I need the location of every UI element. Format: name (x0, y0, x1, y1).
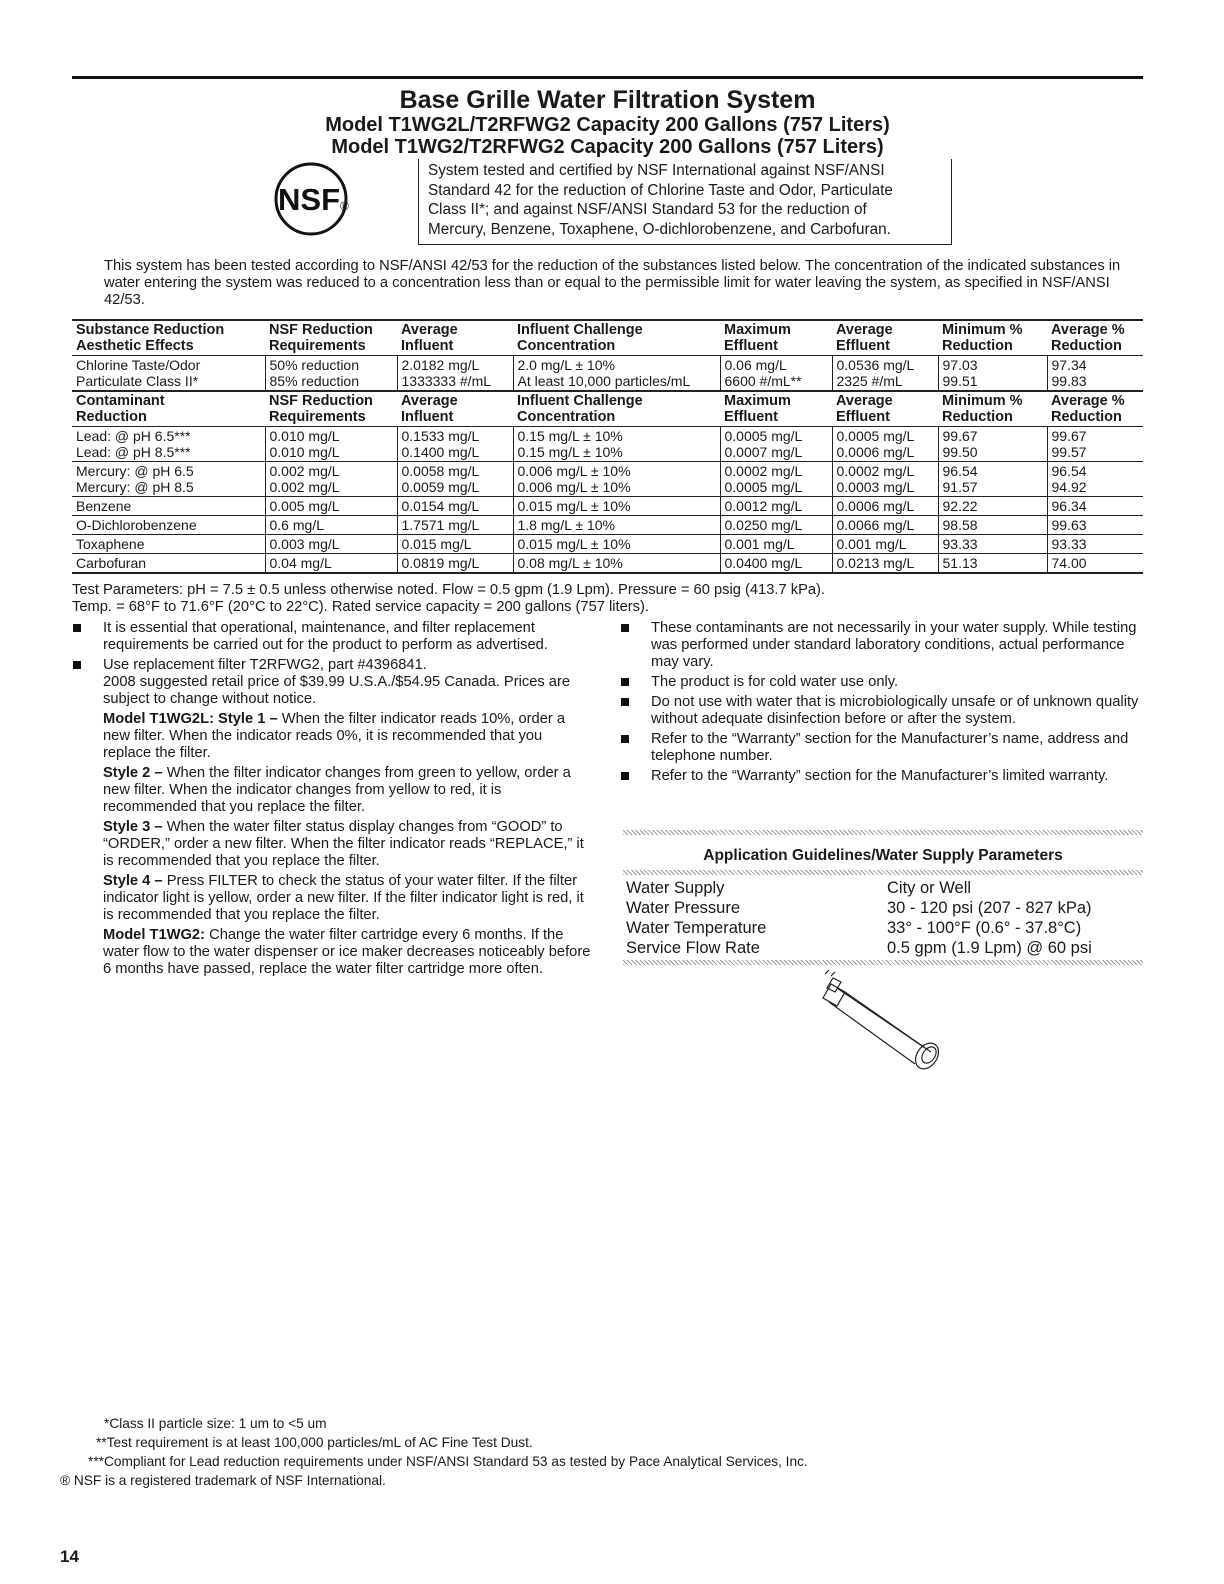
model-subtitle-1: Model T1WG2L/T2RFWG2 Capacity 200 Gallons (757 Liters) (325, 114, 890, 136)
cert-line: Mercury, Benzene, Toxaphene, O-dichlorobenzene, and Carbofuran. (428, 220, 891, 238)
footnotes (60, 1414, 1060, 1490)
contaminant-header-row: Contaminant Reduction NSF Reduction Requirements Average Influent Influent Challenge Concentration Maximum Effluent Average Effluent Minimum % Reduction Average % Reduction (72, 391, 1143, 427)
top-rule (72, 76, 1143, 79)
table-row-group: Lead: @ pH 6.5*** Lead: @ pH 8.5*** 0.010 mg/L 0.010 mg/L 0.1533 mg/L 0.1400 mg/L 0.15 mg/L ± 10% 0.15 mg/L ± 10% 0.0005 mg/L 0.0007 mg/L 0.0005 mg/L 0.0006 mg/L 99.67 99.50 99.67 99.57 (72, 427, 1143, 462)
cert-line: Standard 42 for the reduction of Chlorine Taste and Odor, Particulate (428, 181, 893, 199)
list-item: Do not use with water that is microbiologically unsafe or of unknown quality without adequate disinfection before or after the system. (620, 694, 1142, 728)
style-paragraph: Style 2 – When the filter indicator changes from green to yellow, order a new filter. When the indicator changes from yellow to red, it is recommended that you replace the filter. (103, 765, 571, 815)
style-paragraph: Style 4 – Press FILTER to check the status of your water filter. If the filter indicator light is yellow, order a new filter. If the filter indicator light is red, it is recommended that you replace the filter. (103, 873, 584, 923)
nsf-logo-text: NSF (278, 182, 340, 217)
table-row: Toxaphene 0.003 mg/L 0.015 mg/L 0.015 mg/L ± 10% 0.001 mg/L 0.001 mg/L 93.33 93.33 (72, 535, 1143, 554)
nsf-logo-icon (273, 160, 369, 238)
intro-paragraph: This system has been tested according to NSF/ANSI 42/53 for the reduction of the substances listed below. The concentration of the indicated substances in water entering the system was reduced to a concentration less than or equal to the permissible limit for water leaving the system, as specified in NSF/ANSI 42/53. (104, 258, 1121, 308)
hatch-divider (623, 960, 1143, 965)
application-guidelines (623, 830, 1143, 965)
footnote: ***Compliant for Lead reduction requirements under NSF/ANSI Standard 53 as tested by Pace Analytical Services, Inc. (88, 1454, 808, 1469)
cert-line: System tested and certified by NSF International against NSF/ANSI (428, 162, 885, 179)
page-number: 14 (60, 1547, 79, 1566)
footnote: ® NSF is a registered trademark of NSF International. (60, 1473, 386, 1488)
table-row: Benzene 0.005 mg/L 0.0154 mg/L 0.015 mg/L ± 10% 0.0012 mg/L 0.0006 mg/L 92.22 96.34 (72, 497, 1143, 516)
style-paragraph: Model T1WG2: Change the water filter cartridge every 6 months. If the water flow to the water dispenser or ice maker decreases noticeably before 6 months have passed, replace the water filter cartridge more often. (103, 927, 591, 977)
table-row: Carbofuran 0.04 mg/L 0.0819 mg/L 0.08 mg/L ± 10% 0.0400 mg/L 0.0213 mg/L 51.13 74.00 (72, 554, 1143, 574)
model-subtitle-2: Model T1WG2/T2RFWG2 Capacity 200 Gallons (757 Liters) (331, 136, 884, 158)
nsf-logo-mark: ® (340, 199, 349, 213)
table-row: Water Temperature 33° - 100°F (0.6° - 37.8°C) (626, 919, 1082, 937)
list-item: Refer to the “Warranty” section for the Manufacturer’s name, address and telephone number. (620, 731, 1142, 765)
style-paragraph: Model T1WG2L: Style 1 – When the filter indicator reads 10%, order a new filter. When the indicator reads 0%, it is recommended that you replace the filter. (103, 711, 566, 761)
aesthetic-header-row: Substance Reduction Aesthetic Effects NSF Reduction Requirements Average Influent Influent Challenge Concentration Maximum Effluent Average Effluent Minimum % Reduction Average % Reduction (72, 320, 1143, 356)
right-column (620, 620, 1142, 788)
list-item: Refer to the “Warranty” section for the Manufacturer’s limited warranty. (620, 768, 1142, 785)
test-parameters: Test Parameters: pH = 7.5 ± 0.5 unless otherwise noted. Flow = 0.5 gpm (1.9 Lpm). Pressure = 60 psig (413.7 kPa). Temp. = 68°F to 71.6°F (20°C to 22°C). Rated service capacity = 200 gallons (757 liters). (72, 582, 826, 615)
list-item: Use replacement filter T2RFWG2, part #4396841. 2008 suggested retail price of $39.99 U.S.A./$54.95 Canada. Prices are subject to change without notice. (72, 657, 592, 708)
cert-line: Class II*; and against NSF/ANSI Standard 53 for the reduction of (428, 201, 867, 218)
certification-box (418, 159, 952, 245)
table-row: Water Supply City or Well (626, 879, 972, 897)
list-item: These contaminants are not necessarily in your water supply. While testing was performed under standard laboratory conditions, actual performance may vary. (620, 620, 1142, 671)
water-filter-cartridge-icon (815, 968, 950, 1076)
footnote: *Class II particle size: 1 um to <5 um (104, 1416, 327, 1431)
table-row: Service Flow Rate 0.5 gpm (1.9 Lpm) @ 60 psi (626, 939, 1092, 957)
style-paragraph: Style 3 – When the water filter status display changes from “GOOD” to “ORDER,” order a new filter. When the filter indicator reads “REPLACE,” it is recommended that you replace the filter. (103, 819, 584, 869)
hatch-divider (623, 870, 1143, 875)
reduction-table (72, 319, 1143, 574)
table-row-group: Chlorine Taste/Odor Particulate Class II* 50% reduction 85% reduction 2.0182 mg/L 1333333 #/mL 2.0 mg/L ± 10% At least 10,000 particles/mL 0.06 mg/L 6600 #/mL** 0.0536 mg/L 2325 #/mL 97.03 99.51 97.34 99.83 (72, 356, 1143, 392)
guidelines-title: Application Guidelines/Water Supply Parameters (703, 847, 1063, 864)
list-item: The product is for cold water use only. (620, 674, 1142, 691)
page-title: Base Grille Water Filtration System (399, 86, 816, 114)
table-row: O-Dichlorobenzene 0.6 mg/L 1.7571 mg/L 1.8 mg/L ± 10% 0.0250 mg/L 0.0066 mg/L 98.58 99.63 (72, 516, 1143, 535)
left-column (72, 620, 592, 981)
list-item: It is essential that operational, maintenance, and filter replacement requirements be carried out for the product to perform as advertised. (72, 620, 592, 654)
table-row: Water Pressure 30 - 120 psi (207 - 827 kPa) (626, 899, 1092, 917)
footnote: **Test requirement is at least 100,000 particles/mL of AC Fine Test Dust. (96, 1435, 533, 1450)
table-row-group: Mercury: @ pH 6.5 Mercury: @ pH 8.5 0.002 mg/L 0.002 mg/L 0.0058 mg/L 0.0059 mg/L 0.006 mg/L ± 10% 0.006 mg/L ± 10% 0.0002 mg/L 0.0005 mg/L 0.0002 mg/L 0.0003 mg/L 96.54 91.57 96.54 94.92 (72, 462, 1143, 497)
